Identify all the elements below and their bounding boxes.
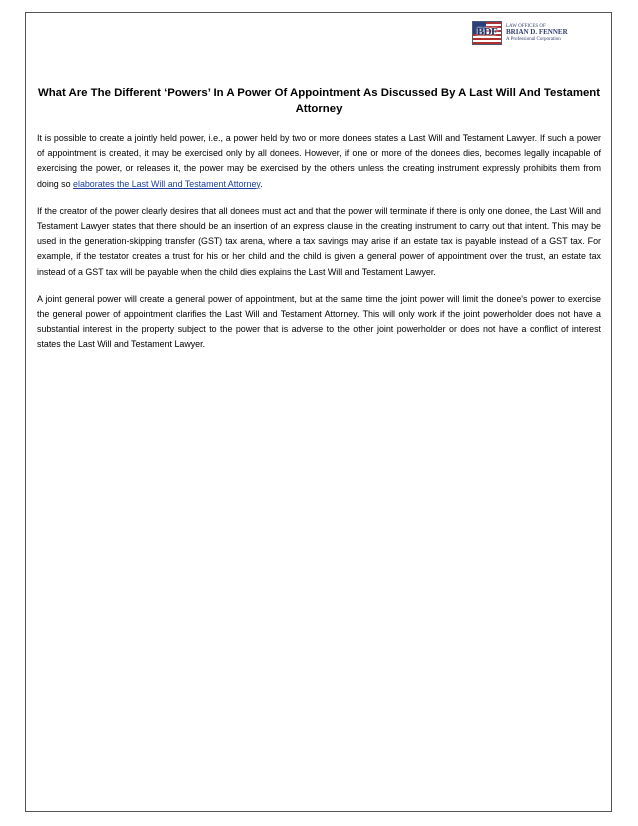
document-title: What Are The Different ‘Powers’ In A Power Of Appointment As Discussed By A Last Will And Testament Attorney	[37, 87, 601, 115]
logo-line-3: A Professional Corporation	[506, 36, 561, 42]
paragraph-1-end: .	[260, 178, 263, 189]
paragraph-2: If the creator of the power clearly desires that all donees must act and that the power will terminate if there is only one donee, the Last Will and Testament Lawyer states that there should be an insertion of an express clause in the creating instrument to carry out that intent. This may be used in the generation-skipping transfer (GST) tax arena, where a tax savings may arise if an estate tax is payable instead of a GST tax. For example, if the testator creates a trust for his or her child and the child is given a general power of appointment over the trust, an estate tax instead of a GST tax will be payable when the child dies explains the Last Will and Testament Lawyer.	[37, 205, 601, 277]
attorney-link[interactable]: elaborates the Last Will and Testament Attorney	[73, 178, 261, 189]
firm-logo	[472, 18, 572, 48]
paragraph-3: A joint general power will create a general power of appointment, but at the same time the joint power will limit the donee's power to exercise the general power of appointment clarifies the Last Will and Testament Attorney. This will only work if the joint powerholder does not have a substantial interest in the property subject to the power that is adverse to the other joint powerholder or does not have a conflict of interest states the Last Will and Testament Lawyer.	[37, 293, 601, 350]
logo-line-1: LAW OFFICES OF	[506, 24, 546, 30]
logo-line-2: BRIAN D. FENNER	[506, 28, 568, 37]
paragraph-1	[37, 131, 601, 192]
flag-emblem-icon	[472, 21, 502, 45]
logo-text	[506, 24, 568, 42]
document-body	[37, 131, 601, 365]
paragraph-1-text: It is possible to create a jointly held power, i.e., a power held by two or more donees states a Last Will and Testament Lawyer. If such a power of appointment is created, it may be exercised only by all donees. However, if one or more of the donees dies, becomes legally incapable of exercising the power, or releases it, the power may be exercised by the others unless the creating instrument expressly prohibits them from doing so	[37, 133, 601, 189]
logo-monogram: BDF	[476, 26, 498, 38]
